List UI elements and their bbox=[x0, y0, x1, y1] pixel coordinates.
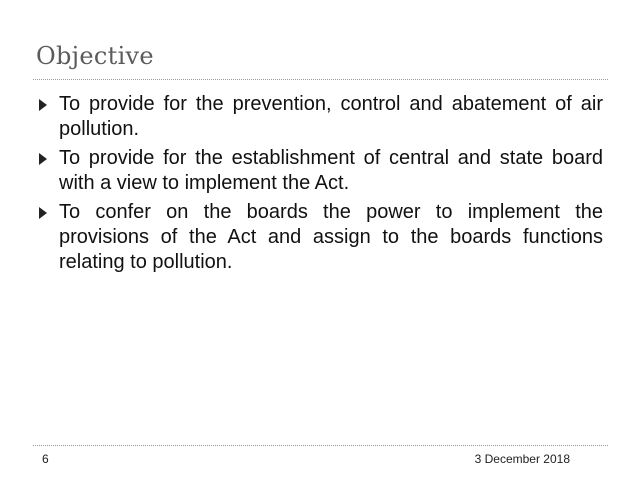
bullet-text: To provide for the establishment of central and state board with a view to implement the Act. bbox=[59, 147, 603, 194]
footer-divider bbox=[33, 445, 608, 446]
slide-title: Objective bbox=[36, 42, 154, 70]
bullet-text: To confer on the boards the power to implement the provisions of the Act and assign to the boards functions relating to pollution. bbox=[59, 201, 603, 273]
bullet-list bbox=[39, 92, 603, 279]
bullet-item bbox=[39, 92, 603, 142]
footer-date: 3 December 2018 bbox=[474, 452, 570, 466]
triangle-right-icon bbox=[39, 99, 47, 111]
bullet-text: To provide for the prevention, control and abatement of air pollution. bbox=[59, 93, 603, 140]
bullet-item bbox=[39, 200, 603, 275]
triangle-right-icon bbox=[39, 153, 47, 165]
triangle-right-icon bbox=[39, 207, 47, 219]
title-divider bbox=[33, 79, 608, 80]
page-number: 6 bbox=[42, 452, 49, 466]
bullet-item bbox=[39, 146, 603, 196]
